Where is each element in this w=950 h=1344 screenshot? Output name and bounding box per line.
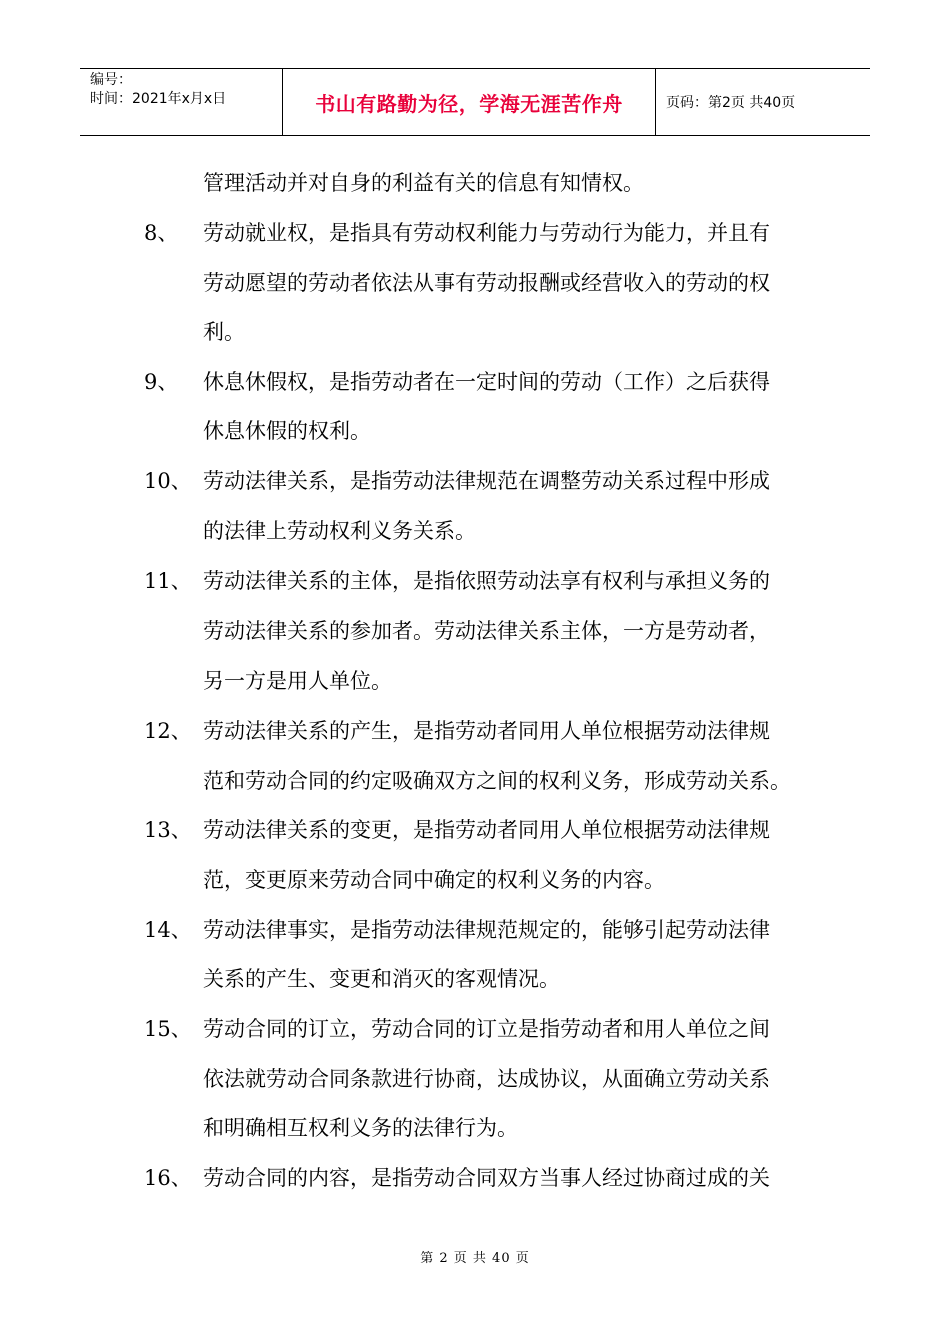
page-header bbox=[80, 68, 870, 136]
header-page-info: 页码：第2页 共40页 bbox=[666, 95, 796, 111]
serial-label: 编号： bbox=[90, 72, 132, 88]
header-meta bbox=[80, 69, 283, 135]
header-motto: 书山有路勤为径，学海无涯苦作舟 bbox=[283, 69, 656, 135]
page-footer: 第 2 页 共 40 页 bbox=[420, 1251, 530, 1266]
date-label: 时间：2021年x月x日 bbox=[90, 91, 227, 107]
